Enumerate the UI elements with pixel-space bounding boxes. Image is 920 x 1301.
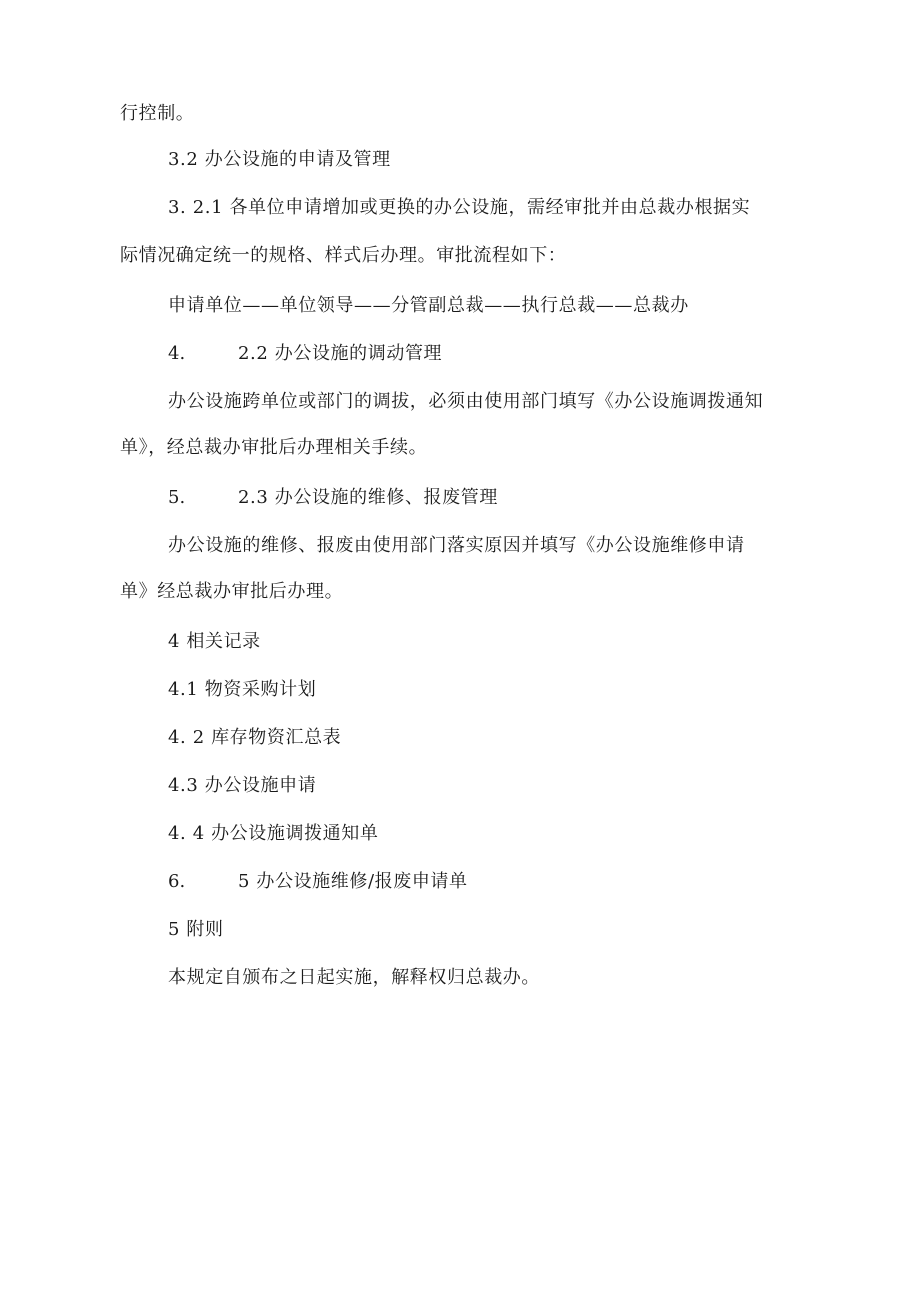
record-item: 4. 2 库存物资汇总表 xyxy=(168,727,342,748)
text-line: 单》经总裁办审批后办理。 xyxy=(120,581,344,602)
record-item: 4.1 物资采购计划 xyxy=(168,679,317,700)
record-item: 5 办公设施维修/报废申请单 xyxy=(238,871,468,892)
list-number: 4. xyxy=(168,343,186,364)
text-line: 办公设施跨单位或部门的调拔，必须由使用部门填写《办公设施调拨通知 xyxy=(168,391,764,412)
record-item: 4. 4 办公设施调拨通知单 xyxy=(168,823,379,844)
text-line: 本规定自颁布之日起实施，解释权归总裁办。 xyxy=(168,967,540,988)
section-heading: 3.2 办公设施的申请及管理 xyxy=(168,149,391,170)
section-heading: 5 附则 xyxy=(168,919,224,940)
list-number: 5. xyxy=(168,487,186,508)
record-item: 4.3 办公设施申请 xyxy=(168,775,317,796)
section-heading: 4 相关记录 xyxy=(168,631,261,652)
list-number: 6. xyxy=(168,871,186,892)
text-line: 办公设施的维修、报废由使用部门落实原因并填写《办公设施维修申请 xyxy=(168,535,745,556)
text-line: 单》，经总裁办审批后办理相关手续。 xyxy=(120,437,428,458)
text-line: 3. 2.1 各单位申请增加或更换的办公设施，需经审批并由总裁办根据实 xyxy=(168,197,751,218)
text-line: 际情况确定统一的规格、样式后办理。审批流程如下： xyxy=(120,245,567,266)
text-line: 行控制。 xyxy=(120,103,195,124)
approval-flow: 申请单位——单位领导——分管副总裁——执行总裁——总裁办 xyxy=(168,295,689,316)
section-heading: 2.2 办公设施的调动管理 xyxy=(238,343,443,364)
section-heading: 2.3 办公设施的维修、报废管理 xyxy=(238,487,498,508)
